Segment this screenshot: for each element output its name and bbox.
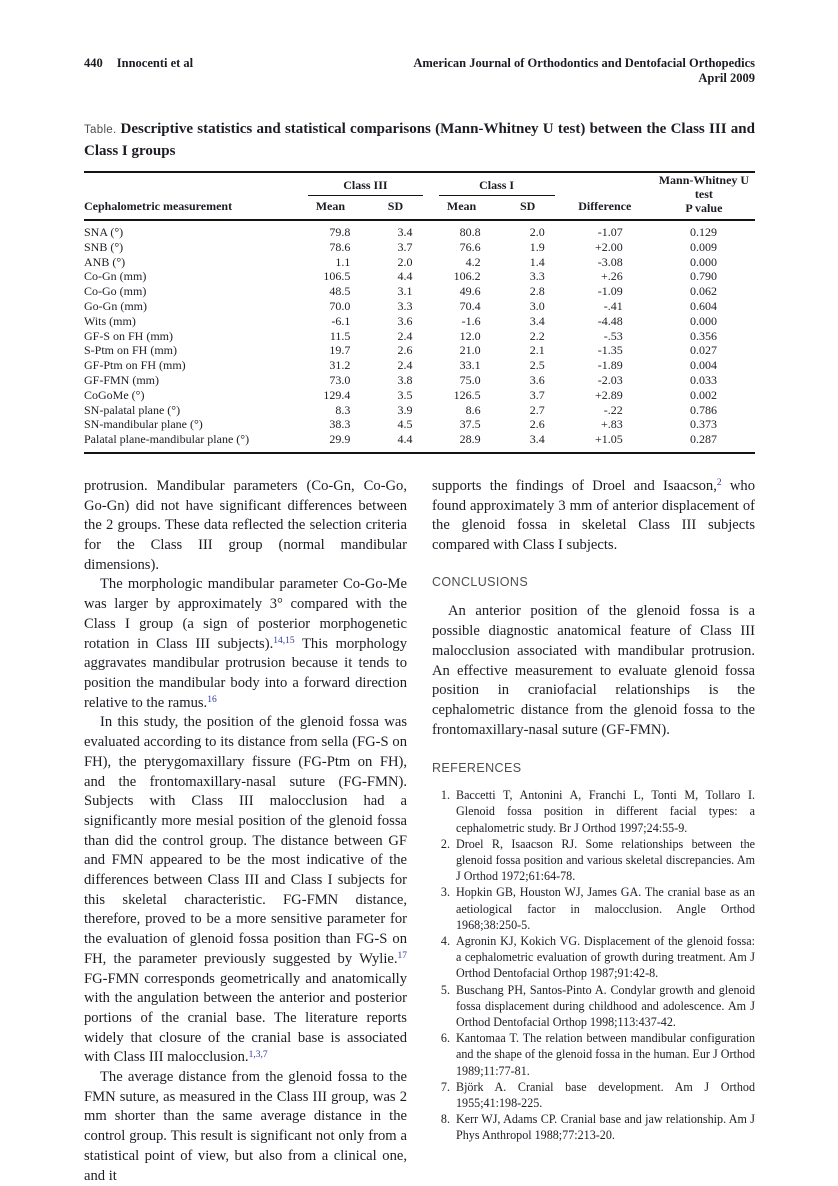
measurement-cell: CoGoMe (°) (84, 387, 145, 402)
table-row (84, 269, 755, 284)
measurement-cell: GF-S on FH (mm) (84, 328, 174, 343)
value-cell: 0.002 (690, 387, 717, 402)
value-cell: 38.3 (329, 417, 351, 432)
value-cell: 28.9 (459, 432, 481, 447)
value-cell: 3.4 (529, 313, 545, 328)
group-header-class-iii: Class III (306, 172, 436, 196)
value-cell: 0.129 (690, 225, 717, 239)
value-cell: 0.062 (690, 284, 717, 299)
measurement-cell: S-Ptm on FH (mm) (84, 343, 178, 358)
citation-link[interactable]: 1,3,7 (248, 1049, 268, 1060)
value-cell: -1.07 (597, 225, 623, 239)
col-header-sd-class-iii: SD (387, 199, 404, 213)
value-cell: 49.6 (459, 284, 481, 299)
value-cell: 4.2 (465, 254, 481, 269)
stats-table-body (84, 220, 755, 453)
paragraph: The morphologic mandibular parameter Co-Go-Me was larger by approximately 3° compared with the Class I group (a sign of posterior morphogenetic rotation in Class III subjects).$^{14,15}$ This morphology aggravates mandibular protrusion because it tends to position the mandibular body into a forward direction relative to the ramus.$^{16}$ (84, 576, 407, 711)
value-cell: 70.4 (459, 298, 481, 313)
value-cell: -1.35 (597, 343, 623, 358)
value-cell: 12.0 (459, 328, 481, 343)
measurement-cell: SN-mandibular plane (°) (84, 417, 203, 432)
value-cell: 2.6 (529, 417, 545, 432)
reference-item: 1. Baccetti T, Antonini A, Franchi L, Tonti M, Tollaro I. Glenoid fossa position in different facial types: a cephalometric study. Br J Orthod 1997;24:55-9. (453, 787, 755, 836)
journal-name: American Journal of Orthodontics and Dentofacial Orthopedics (413, 56, 755, 70)
value-cell: 3.6 (529, 372, 545, 387)
value-cell: 0.356 (690, 328, 717, 343)
value-cell: 0.604 (690, 298, 717, 313)
measurement-cell: Co-Gn (mm) (84, 269, 147, 284)
article-body (84, 477, 755, 1186)
value-cell: -6.1 (331, 313, 351, 328)
value-cell: 2.0 (397, 254, 413, 269)
value-cell: -1.09 (597, 284, 623, 299)
value-cell: 2.4 (397, 328, 413, 343)
citation-link[interactable]: 16 (207, 695, 217, 706)
value-cell: 19.7 (329, 343, 351, 358)
value-cell: 2.5 (529, 358, 545, 373)
paragraph: supports the findings of Droel and Isaacson,$^2$ who found approximately 3 mm of anterior displacement of the glenoid fossa in skeletal Class III subjects compared with Class I subjects. (432, 477, 755, 554)
running-head-right (413, 56, 755, 86)
value-cell: 2.8 (529, 284, 545, 299)
page-number: 440 (84, 56, 103, 70)
reference-item: 5. Buschang PH, Santos-Pinto A. Condylar growth and glenoid fossa displacement during childhood and adolescence. Am J Orthod Dentofacial Orthop 1998;113:437-42. (453, 982, 755, 1031)
paragraph: protrusion. Mandibular parameters (Co-Gn, Co-Go, Go-Gn) did not have significant differences between the 2 groups. These data reflected the selection criteria for the Class III group (normal mandibular dimensions). (84, 477, 407, 573)
table-row (84, 314, 755, 329)
value-cell: 0.287 (690, 432, 717, 447)
paragraph: An anterior position of the glenoid fossa is a possible diagnostic anatomical feature of Class III malocclusion associated with mandibular protrusion. An effective measurement to evaluate glenoid fossa position in craniofacial relationships is the cephalometric distance from the glenoid fossa to the frontomaxillary-nasal suture (GF-FMN). (432, 603, 755, 738)
value-cell: 3.9 (397, 402, 413, 417)
table-row (84, 240, 755, 255)
measurement-cell: SNB (°) (84, 239, 124, 254)
value-cell: 8.6 (465, 402, 481, 417)
measurement-cell: SNA (°) (84, 225, 124, 239)
value-cell: 2.7 (529, 402, 545, 417)
value-cell: 3.8 (397, 372, 413, 387)
measurement-cell: ANB (°) (84, 254, 126, 269)
value-cell: 2.0 (529, 225, 545, 239)
value-cell: 33.1 (459, 358, 481, 373)
value-cell: 78.6 (329, 239, 351, 254)
running-author: Innocenti et al (116, 56, 194, 70)
measurement-cell: Co-Go (mm) (84, 284, 147, 299)
value-cell: 2.4 (397, 358, 413, 373)
citation-link[interactable]: 14,15 (273, 636, 295, 647)
measurement-cell: Wits (mm) (84, 313, 136, 328)
table-row (84, 417, 755, 432)
table-row (84, 343, 755, 358)
value-cell: 21.0 (459, 343, 481, 358)
col-header-mean-class-i: Mean (446, 199, 477, 213)
value-cell: -4.48 (597, 313, 623, 328)
value-cell: 0.027 (690, 343, 717, 358)
value-cell: 8.3 (335, 402, 351, 417)
references-list (432, 787, 755, 1143)
conclusions-heading: CONCLUSIONS (432, 574, 529, 589)
reference-item: 4. Agronin KJ, Kokich VG. Displacement of the glenoid fossa: a cephalometric evaluation of growth during treatment. Am J Orthod Dentofacial Orthop 1987;91:42-8. (453, 933, 755, 982)
value-cell: 0.373 (690, 417, 717, 432)
value-cell: -.22 (603, 402, 623, 417)
table-caption-label: Table. (84, 124, 117, 136)
reference-item: 7. Björk A. Cranial base development. Am J Orthod 1955;41:198-225. (453, 1079, 755, 1111)
value-cell: 75.0 (459, 372, 481, 387)
value-cell: 0.009 (690, 239, 717, 254)
running-head (84, 56, 755, 86)
value-cell: 3.7 (529, 387, 545, 402)
value-cell: +.26 (601, 269, 623, 284)
value-cell: 73.0 (329, 372, 351, 387)
value-cell: 4.4 (397, 432, 413, 447)
col-header-measurement: Cephalometric measurement (84, 199, 233, 213)
right-column (432, 477, 755, 1186)
value-cell: 0.000 (690, 254, 717, 269)
value-cell: 1.4 (529, 254, 545, 269)
value-cell: 37.5 (459, 417, 481, 432)
paragraph: In this study, the position of the glenoid fossa was evaluated according to its distance from sella (FG-S on FH), the pterygomaxillary fissure (FG-Ptm on FH), and the frontomaxillary-nasal suture (FG-FMN). Subjects with Class III malocclusion had a significantly more mesial position of the glenoid fossa than did the control group. The distance between GF and FMN appeared to be the most indicative of the differences between Class III and Class I subjects for this skeletal characteristic. FG-FMN distance, therefore, proved to be a more sensitive parameter for the evaluation of glenoid fossa position than FG-S on FH, the parameter previously suggested by Wylie.$^{17}$ FG-FMN corresponds geometrically and anatomically with the angulation between the anterior and posterior portions of the cranial base. The literature reports widely that closure of the cranial base is associated with Class III malocclusion.$^{1,3,7}$ (84, 714, 407, 1066)
value-cell: -1.6 (461, 313, 481, 328)
value-cell: 0.786 (690, 402, 717, 417)
value-cell: 76.6 (459, 239, 481, 254)
value-cell: 3.3 (529, 269, 545, 284)
table-caption-text: Descriptive statistics and statistical comparisons (Mann-Whitney U test) between the Class III and Class I groups (84, 121, 755, 159)
value-cell: 129.4 (323, 387, 351, 402)
value-cell: 3.7 (397, 239, 413, 254)
value-cell: 0.033 (690, 372, 717, 387)
value-cell: 0.000 (690, 313, 717, 328)
value-cell: -.41 (603, 298, 623, 313)
issue-date: April 2009 (698, 71, 755, 85)
value-cell: 3.4 (397, 225, 413, 239)
table-row (84, 403, 755, 418)
value-cell: 70.0 (329, 298, 351, 313)
value-cell: 1.1 (335, 254, 351, 269)
measurement-cell: Palatal plane-mandibular plane (°) (84, 432, 250, 447)
value-cell: 106.2 (453, 269, 481, 284)
value-cell: 3.0 (529, 298, 545, 313)
table-row (84, 299, 755, 314)
conclusions-section (432, 602, 755, 740)
reference-item: 8. Kerr WJ, Adams CP. Cranial base and jaw relationship. Am J Phys Anthropol 1988;77:213-20. (453, 1111, 755, 1143)
reference-item: 2. Droel R, Isaacson RJ. Some relationships between the glenoid fossa position and various skeletal discrepancies. Am J Orthod 1972;61:64-78. (453, 836, 755, 885)
value-cell: -.53 (603, 328, 623, 343)
measurement-cell: GF-Ptm on FH (mm) (84, 358, 186, 373)
value-cell: +2.89 (595, 387, 623, 402)
value-cell: 79.8 (329, 225, 351, 239)
measurement-cell: Go-Gn (mm) (84, 298, 147, 313)
stats-table (84, 171, 755, 454)
value-cell: 126.5 (453, 387, 481, 402)
value-cell: 4.5 (397, 417, 413, 432)
value-cell: 3.3 (397, 298, 413, 313)
measurement-cell: SN-palatal plane (°) (84, 402, 181, 417)
col-header-mean-class-iii: Mean (315, 199, 346, 213)
value-cell: 11.5 (329, 328, 351, 343)
citation-link[interactable]: 2 (716, 478, 722, 489)
value-cell: -1.89 (597, 358, 623, 373)
value-cell: 0.004 (690, 358, 717, 373)
value-cell: 2.1 (529, 343, 545, 358)
value-cell: 80.8 (459, 225, 481, 239)
value-cell: 3.5 (397, 387, 413, 402)
value-cell: +1.05 (595, 432, 623, 447)
table-row (84, 329, 755, 344)
table-row (84, 432, 755, 453)
value-cell: 48.5 (329, 284, 351, 299)
value-cell: -2.03 (597, 372, 623, 387)
measurement-cell: GF-FMN (mm) (84, 372, 160, 387)
left-column (84, 477, 407, 1186)
table-row (84, 255, 755, 270)
group-header-class-i: Class I (437, 172, 569, 196)
paragraph: The average distance from the glenoid fossa to the FMN suture, as measured in the Class III group, was 2 mm shorter than the same average distance in the control group. This result is significant not only from a statistical point of view, but also from a clinical one, and it (84, 1069, 407, 1184)
table-row (84, 373, 755, 388)
value-cell: 31.2 (329, 358, 351, 373)
value-cell: 2.2 (529, 328, 545, 343)
table-caption (84, 119, 755, 162)
value-cell: +2.00 (595, 239, 623, 254)
value-cell: 0.790 (690, 269, 717, 284)
value-cell: 106.5 (323, 269, 351, 284)
value-cell: 3.4 (529, 432, 545, 447)
right-column-top (432, 477, 755, 556)
value-cell: -3.08 (597, 254, 623, 269)
table-row (84, 358, 755, 373)
reference-item: 6. Kantomaa T. The relation between mandibular configuration and the shape of the glenoid fossa in the human. Eur J Orthod 1989;11:77-81. (453, 1030, 755, 1079)
value-cell: 3.6 (397, 313, 413, 328)
value-cell: 2.6 (397, 343, 413, 358)
value-cell: 4.4 (397, 269, 413, 284)
col-header-mann-whitney: Mann-Whitney U test P value (658, 173, 750, 215)
value-cell: +.83 (601, 417, 623, 432)
references-heading: REFERENCES (432, 761, 522, 776)
running-head-left (84, 56, 193, 86)
citation-link[interactable]: 17 (397, 951, 407, 962)
value-cell: 29.9 (329, 432, 351, 447)
reference-item: 3. Hopkin GB, Houston WJ, James GA. The cranial base as an aetiological factor in malocclusion. Angle Orthod 1968;38:250-5. (453, 884, 755, 933)
value-cell: 1.9 (529, 239, 545, 254)
stats-table-header (84, 172, 755, 220)
col-header-sd-class-i: SD (519, 199, 536, 213)
table-row (84, 284, 755, 299)
table-row (84, 388, 755, 403)
value-cell: 3.1 (397, 284, 413, 299)
table-row (84, 220, 755, 240)
col-header-difference: Difference (578, 199, 632, 213)
